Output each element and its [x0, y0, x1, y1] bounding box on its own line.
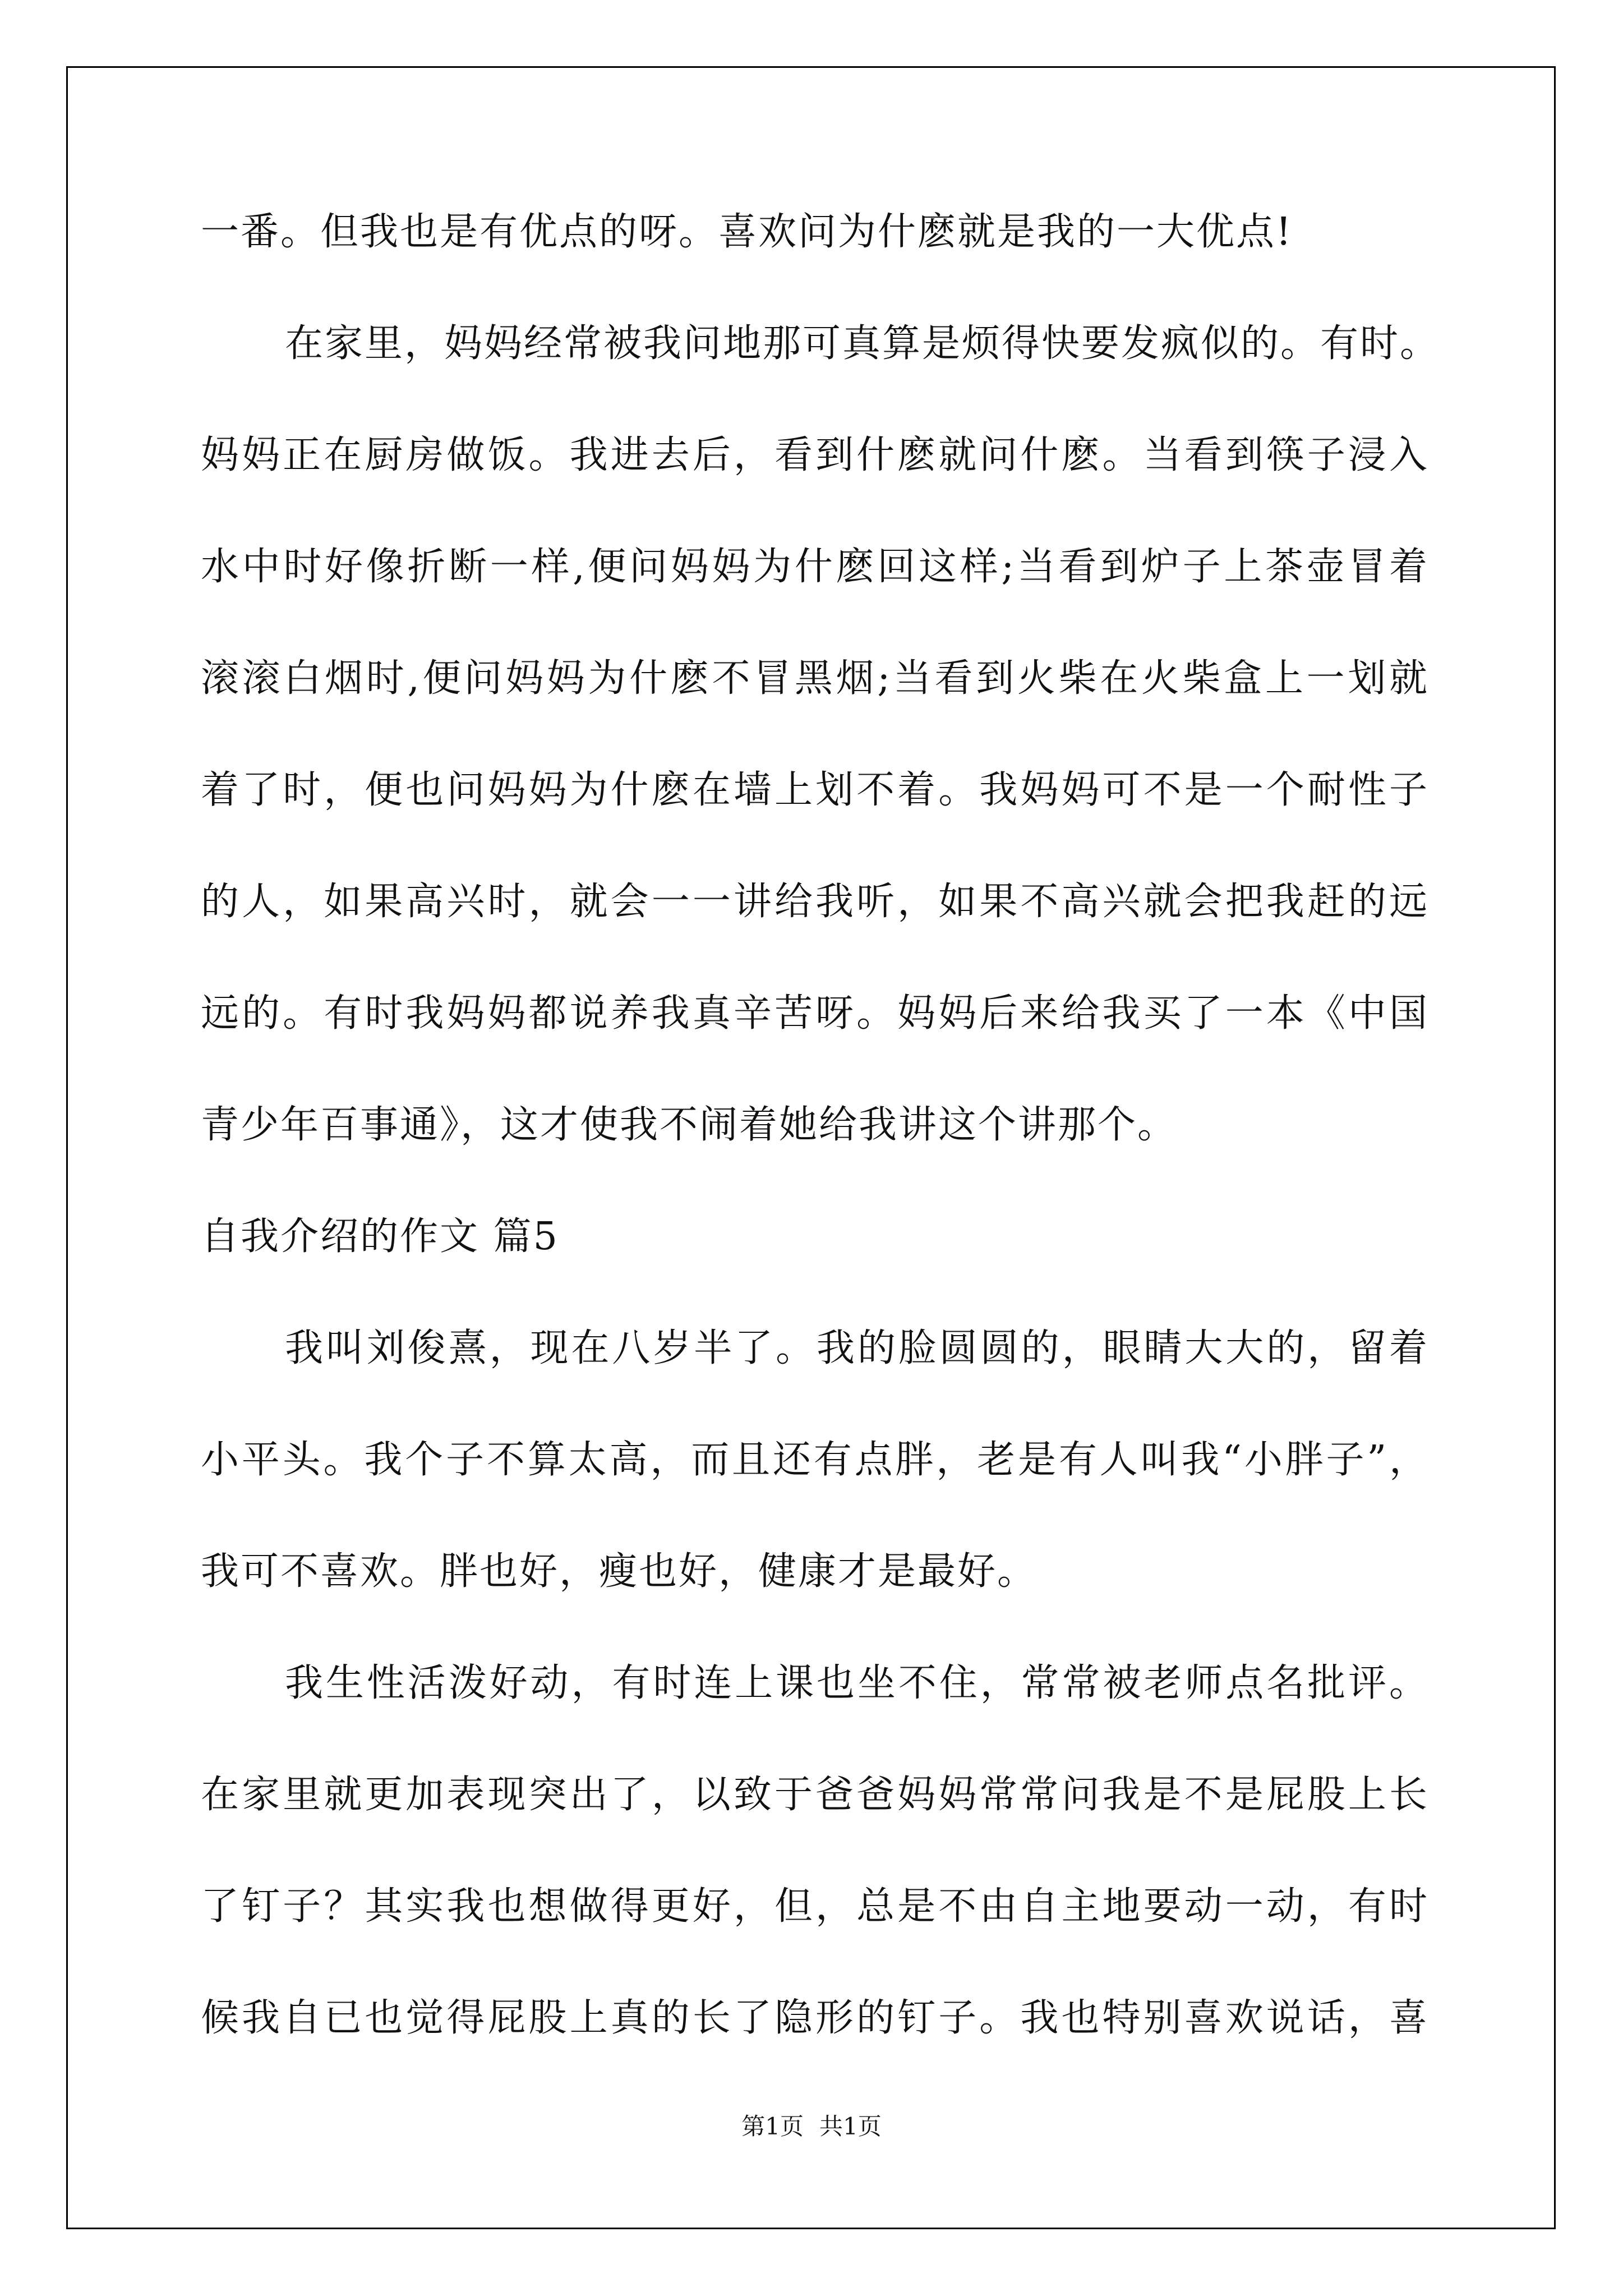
document-body: [201, 210, 1440, 2111]
text-line: 着了时，便也问妈妈为什麽在墙上划不着。我妈妈可不是一个耐性子: [201, 768, 1429, 812]
text-line: 滚滚白烟时,便问妈妈为什麽不冒黑烟;当看到火柴在火柴盒上一划就: [201, 656, 1429, 701]
page-footer: [0, 2115, 1623, 2138]
paragraph-first-line: 在家里，妈妈经常被我问地那可真算是烦得快要发疯似的。有时。: [285, 321, 1440, 366]
text-line: 了钉子？其实我也想做得更好，但，总是不由自主地要动一动，有时: [201, 1884, 1429, 1929]
page-number: 第1页: [741, 2113, 804, 2140]
text-line: 远的。有时我妈妈都说养我真辛苦呀。妈妈后来给我买了一本《中国: [201, 991, 1429, 1036]
text-line: 我可不喜欢。胖也好，瘦也好，健康才是最好。: [201, 1549, 1038, 1594]
paragraph-first-line: 我叫刘俊熹，现在八岁半了。我的脸圆圆的，眼睛大大的，留着: [285, 1326, 1429, 1370]
text-line: 水中时好像折断一样,便问妈妈为什麽回这样;当看到炉子上茶壶冒着: [201, 545, 1429, 589]
section-heading: 自我介绍的作文 篇5: [201, 1214, 559, 1259]
text-line: 的人，如果高兴时，就会一一讲给我听，如果不高兴就会把我赶的远: [201, 880, 1429, 924]
paragraph-first-line: 我生性活泼好动，有时连上课也坐不住，常常被老师点名批评。: [285, 1661, 1429, 1705]
text-line: 在家里就更加表现突出了，以致于爸爸妈妈常常问我是不是屁股上长: [201, 1773, 1429, 1817]
text-line: 妈妈正在厨房做饭。我进去后，看到什麽就问什麽。当看到筷子浸入: [201, 433, 1429, 477]
text-line: 青少年百事通》，这才使我不闹着她给我讲这个讲那个。: [201, 1103, 1178, 1147]
text-line: 一番。但我也是有优点的呀。喜欢问为什麽就是我的一大优点!: [201, 210, 1293, 254]
text-line: 小平头。我个子不算太高，而且还有点胖，老是有人叫我“小胖子”，: [201, 1438, 1429, 1482]
text-line: 候我自已也觉得屁股上真的长了隐形的钉子。我也特别喜欢说话，喜: [201, 1996, 1429, 2040]
page-total: 共1页: [819, 2113, 882, 2140]
